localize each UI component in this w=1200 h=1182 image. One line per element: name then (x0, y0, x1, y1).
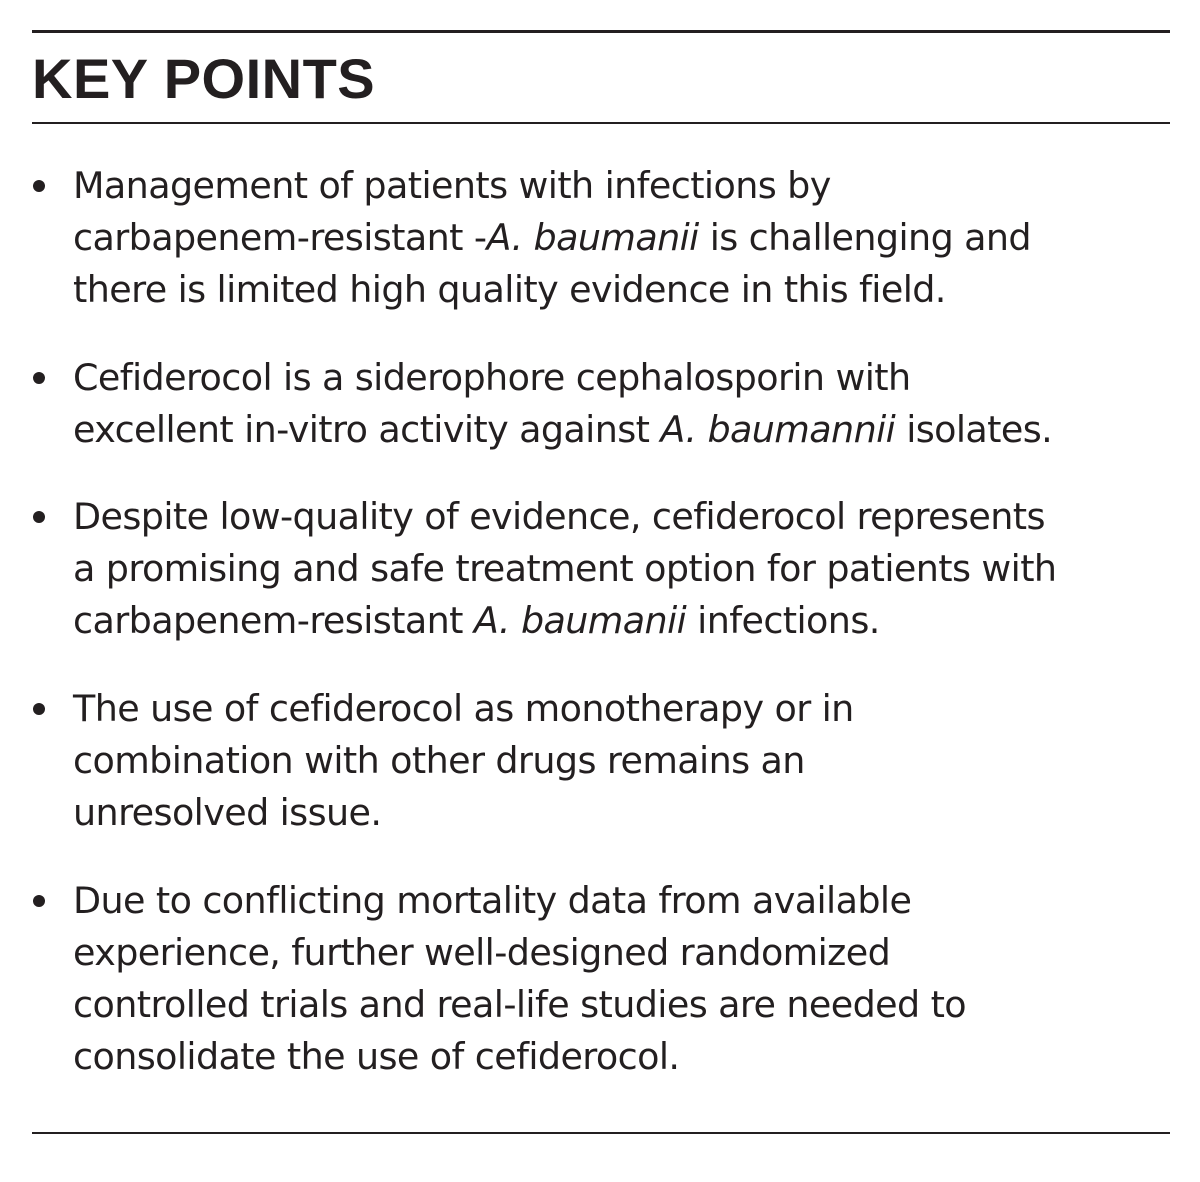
key-point-line: Due to conflicting mortality data from available (73, 878, 912, 922)
text-run: carbapenem-resistant (73, 599, 474, 643)
key-point-line: experience, further well-designed randomized (73, 930, 891, 974)
key-point-line: there is limited high quality evidence in this field. (73, 268, 946, 311)
key-point-3 (0, 491, 1200, 647)
key-point-4 (0, 683, 1200, 839)
key-points-list (0, 160, 1200, 1083)
key-point-line (73, 212, 1160, 264)
text-run: is challenging and (698, 216, 1032, 259)
key-point-line: combination with other drugs remains an (73, 739, 805, 783)
italic-species-name: A. baumannii (660, 407, 896, 451)
key-point-line (73, 404, 1160, 456)
key-point-line: a promising and safe treatment option for patients with (73, 547, 1057, 591)
bullet-icon (33, 703, 45, 715)
text-run: isolates. (895, 407, 1053, 451)
italic-species-name: A. baumanii (473, 599, 687, 643)
key-point-line (73, 595, 1160, 647)
key-point-1 (0, 160, 1200, 316)
key-point-line: controlled trials and real-life studies are needed to (73, 982, 967, 1026)
top-rule (32, 30, 1170, 33)
text-run: infections. (686, 599, 880, 643)
key-point-line: Despite low-quality of evidence, cefiderocol represents (73, 495, 1045, 539)
key-point-2 (0, 352, 1200, 456)
bullet-icon (33, 372, 45, 384)
bullet-icon (33, 895, 45, 907)
key-point-line: consolidate the use of cefiderocol. (73, 1034, 680, 1078)
text-run: carbapenem-resistant - (73, 216, 487, 259)
title-divider (32, 122, 1170, 124)
text-run: excellent in-vitro activity against (73, 407, 661, 451)
bullet-icon (33, 511, 45, 523)
bottom-rule (32, 1132, 1170, 1134)
page-title: KEY POINTS (32, 47, 376, 110)
key-point-line: unresolved issue. (73, 791, 382, 835)
bullet-icon (33, 180, 45, 192)
key-point-line: The use of cefiderocol as monotherapy or in (73, 687, 854, 731)
key-point-line: Management of patients with infections by (73, 164, 831, 207)
key-point-line: Cefiderocol is a siderophore cephalosporin with (73, 355, 911, 399)
key-point-5 (0, 875, 1200, 1083)
italic-species-name: A. baumanii (486, 216, 699, 259)
